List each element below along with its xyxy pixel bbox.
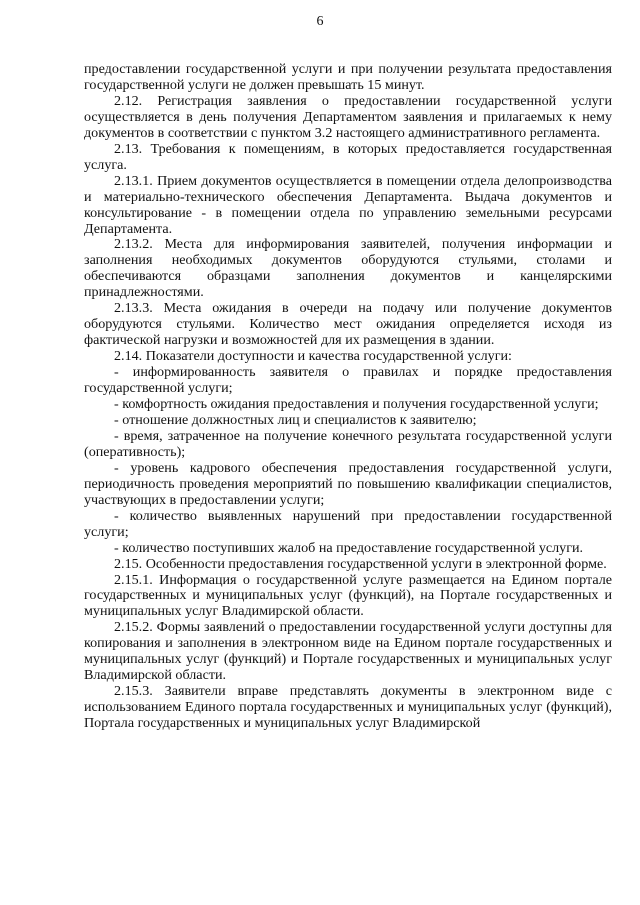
paragraph-2-13: 2.13. Требования к помещениям, в которых предоставляется государственная услуга. (84, 140, 612, 173)
paragraph-2-14: 2.14. Показатели доступности и качества государственной услуги: (114, 348, 512, 365)
document-body (84, 62, 612, 732)
paragraph-2-13-1: 2.13.1. Прием документов осуществляется в помещении отдела делопроизводства и материально-технического обеспечения Департамента. Выдача документов и консультирование - в помещении отдела по управлению земельными ресурсами Департамента. (84, 172, 612, 237)
list-item-informedness: - информированность заявителя о правилах и порядке предоставления государственной услуги; (84, 364, 612, 397)
list-item-staffing: - уровень кадрового обеспечения предоставления государственной услуги, периодичность проведения мероприятий по повышению квалификации специалистов, участвующих в предоставлении услуги; (84, 459, 612, 508)
page-number: 6 (316, 14, 324, 29)
paragraph-2-15-1: 2.15.1. Информация о государственной услуге размещается на Едином портале государственных и муниципальных услуг (функций), на Портале государственных и муниципальных услуг Владимирской области. (84, 571, 612, 620)
paragraph-2-13-2: 2.13.2. Места для информирования заявителей, получения информации и заполнения необходимых документов оборудуются стульями, столами и обеспечиваются образцами заполнения документов и канцелярскими принадлежностями. (84, 236, 612, 301)
paragraph-2-13-3: 2.13.3. Места ожидания в очереди на подачу или получение документов оборудуются стульями. Количество мест ожидания определяется исходя из фактической нагрузки и возможностей для их размещения в здании. (84, 300, 612, 349)
paragraph-continuation: предоставлении государственной услуги и при получении результата предоставления государственной услуги не должен превышать 15 минут. (84, 61, 612, 93)
list-item-violations: - количество выявленных нарушений при предоставлении государственной услуги; (84, 507, 612, 540)
paragraph-2-15-2: 2.15.2. Формы заявлений о предоставлении государственной услуги доступны для копирования и заполнения в электронном виде на Едином портале государственных и муниципальных услуг (функций) и Портале государственных и муниципальных услуг Владимирской области. (84, 619, 612, 684)
list-item-attitude: - отношение должностных лиц и специалистов к заявителю; (114, 411, 477, 428)
list-item-time: - время, затраченное на получение конечного результата государственной услуги (оперативность); (84, 427, 612, 460)
paragraph-2-12: 2.12. Регистрация заявления о предоставлении государственной услуги осуществляется в день получения Департаментом заявления и прилагаемых к нему документов в соответствии с пунктом 3.2 настоящего административного регламента. (84, 92, 612, 141)
paragraph-2-15-3: 2.15.3. Заявители вправе представлять документы в электронном виде с использованием Единого портала государственных и муниципальных услуг (функций), Портала государственных и муниципальных услуг Владимирской (84, 683, 612, 732)
paragraph-2-15: 2.15. Особенности предоставления государственной услуги в электронной форме. (114, 555, 607, 572)
list-item-complaints: - количество поступивших жалоб на предоставление государственной услуги. (114, 539, 584, 556)
list-item-comfort: - комфортность ожидания предоставления и получения государственной услуги; (114, 396, 599, 413)
